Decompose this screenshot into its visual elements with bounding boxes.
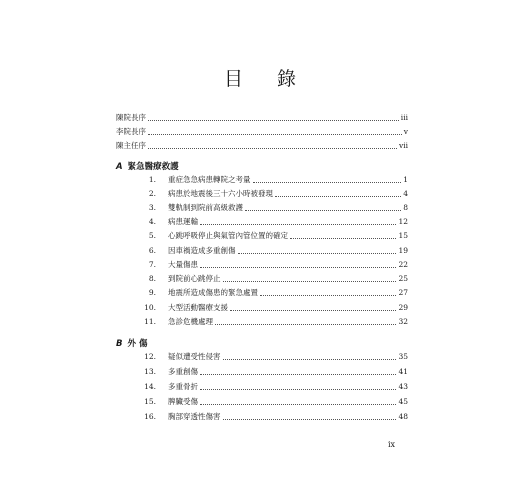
- entry-number: 9.: [148, 288, 156, 297]
- leader-dots: [275, 189, 401, 197]
- leader-dots: [260, 288, 396, 296]
- entry-page: 15: [398, 231, 408, 240]
- entry-page: 29: [398, 303, 408, 312]
- entry-page: 1: [403, 175, 408, 184]
- toc-entry: [138, 246, 408, 256]
- leader-dots: [200, 367, 396, 375]
- leader-dots: [230, 303, 396, 311]
- toc-entry: [138, 352, 408, 362]
- entry-number: 11.: [144, 317, 156, 326]
- toc-entry: [138, 412, 408, 422]
- leader-dots: [200, 397, 396, 405]
- entry-page: 4: [403, 189, 408, 198]
- toc-entry: [138, 397, 408, 407]
- entry-number: 4.: [148, 217, 156, 226]
- leader-dots: [253, 175, 402, 183]
- entry-page: 41: [398, 367, 408, 376]
- entry-number: 3.: [148, 203, 156, 212]
- entry-label: 心跳呼吸停止與氣管內管位置的確定: [168, 231, 288, 240]
- preface-page: v: [403, 127, 408, 136]
- toc-entry: [138, 274, 408, 284]
- leader-dots: [223, 274, 397, 282]
- entry-label: 因車禍造成多重創傷: [168, 246, 236, 255]
- entry-number: 13.: [144, 367, 156, 376]
- leader-dots: [223, 352, 397, 360]
- entry-label: 急診危機處理: [168, 317, 213, 326]
- section-letter: B: [116, 339, 123, 349]
- section-heading-b: [116, 337, 147, 349]
- entry-number: 12.: [144, 352, 156, 361]
- entry-page: 25: [398, 274, 408, 283]
- entry-page: 32: [398, 317, 408, 326]
- leader-dots: [200, 260, 396, 268]
- leader-dots: [238, 246, 397, 254]
- entry-number: 1.: [148, 175, 156, 184]
- toc-entry: [138, 231, 408, 241]
- preface-label: 陳院長序: [116, 113, 146, 122]
- section-letter: A: [116, 162, 123, 172]
- entry-page: 35: [398, 352, 408, 361]
- toc-entry: [138, 317, 408, 327]
- entry-label: 病患於地震後三十六小時被發現: [168, 189, 273, 198]
- toc-entry: [138, 260, 408, 270]
- entry-number: 6.: [148, 246, 156, 255]
- entry-number: 16.: [144, 412, 156, 421]
- entry-label: 多重骨折: [168, 382, 198, 391]
- entry-label: 多重創傷: [168, 367, 198, 376]
- leader-dots: [148, 113, 399, 121]
- leader-dots: [215, 317, 396, 325]
- entry-label: 大量傷患: [168, 260, 198, 269]
- leader-dots: [245, 203, 401, 211]
- entry-page: 12: [398, 217, 408, 226]
- toc-entry: [138, 367, 408, 377]
- entry-page: 43: [398, 382, 408, 391]
- entry-number: 7.: [148, 260, 156, 269]
- toc-entry: [138, 203, 408, 213]
- preface-page: iii: [400, 113, 408, 122]
- entry-number: 10.: [144, 303, 156, 312]
- section-heading-a: [116, 160, 179, 172]
- preface-label: 陳主任序: [116, 141, 146, 150]
- preface-label: 李院長序: [116, 127, 146, 136]
- leader-dots: [148, 127, 402, 135]
- toc-entry: [138, 382, 408, 392]
- entry-page: 22: [398, 260, 408, 269]
- entry-page: 19: [398, 246, 408, 255]
- leader-dots: [223, 412, 397, 420]
- toc-entry: [138, 303, 408, 313]
- toc-entry: [138, 189, 408, 199]
- page-title: 目 錄: [223, 68, 311, 90]
- entry-label: 到院前心跳停止: [168, 274, 221, 283]
- leader-dots: [290, 231, 396, 239]
- toc-entry: [138, 175, 408, 185]
- entry-label: 大型活動醫療支援: [168, 303, 228, 312]
- section-title: 緊急醫療救護: [127, 162, 179, 172]
- leader-dots: [148, 141, 397, 149]
- entry-page: 8: [403, 203, 408, 212]
- toc-preface-row: [116, 113, 408, 123]
- entry-number: 8.: [148, 274, 156, 283]
- entry-label: 疑似遭受性侵害: [168, 352, 221, 361]
- entry-number: 5.: [148, 231, 156, 240]
- toc-preface-row: [116, 141, 408, 151]
- entry-page: 45: [398, 397, 408, 406]
- preface-page: vii: [398, 141, 408, 150]
- entry-label: 病患運輸: [168, 217, 198, 226]
- toc-entry: [138, 217, 408, 227]
- entry-label: 胸部穿透性傷害: [168, 412, 221, 421]
- section-title: 外 傷: [127, 339, 148, 349]
- entry-page: 27: [398, 288, 408, 297]
- entry-label: 雙軌制到院前高級救護: [168, 203, 243, 212]
- entry-page: 48: [398, 412, 408, 421]
- entry-number: 14.: [144, 382, 156, 391]
- entry-label: 脾臟受傷: [168, 397, 198, 406]
- toc-preface-row: [116, 127, 408, 137]
- page-folio: ix: [388, 440, 396, 449]
- entry-number: 2.: [148, 189, 156, 198]
- leader-dots: [200, 382, 396, 390]
- leader-dots: [200, 217, 396, 225]
- toc-entry: [138, 288, 408, 298]
- entry-number: 15.: [144, 397, 156, 406]
- entry-label: 地震所造成傷患的緊急處置: [168, 288, 258, 297]
- entry-label: 重症急急病患轉院之考量: [168, 175, 251, 184]
